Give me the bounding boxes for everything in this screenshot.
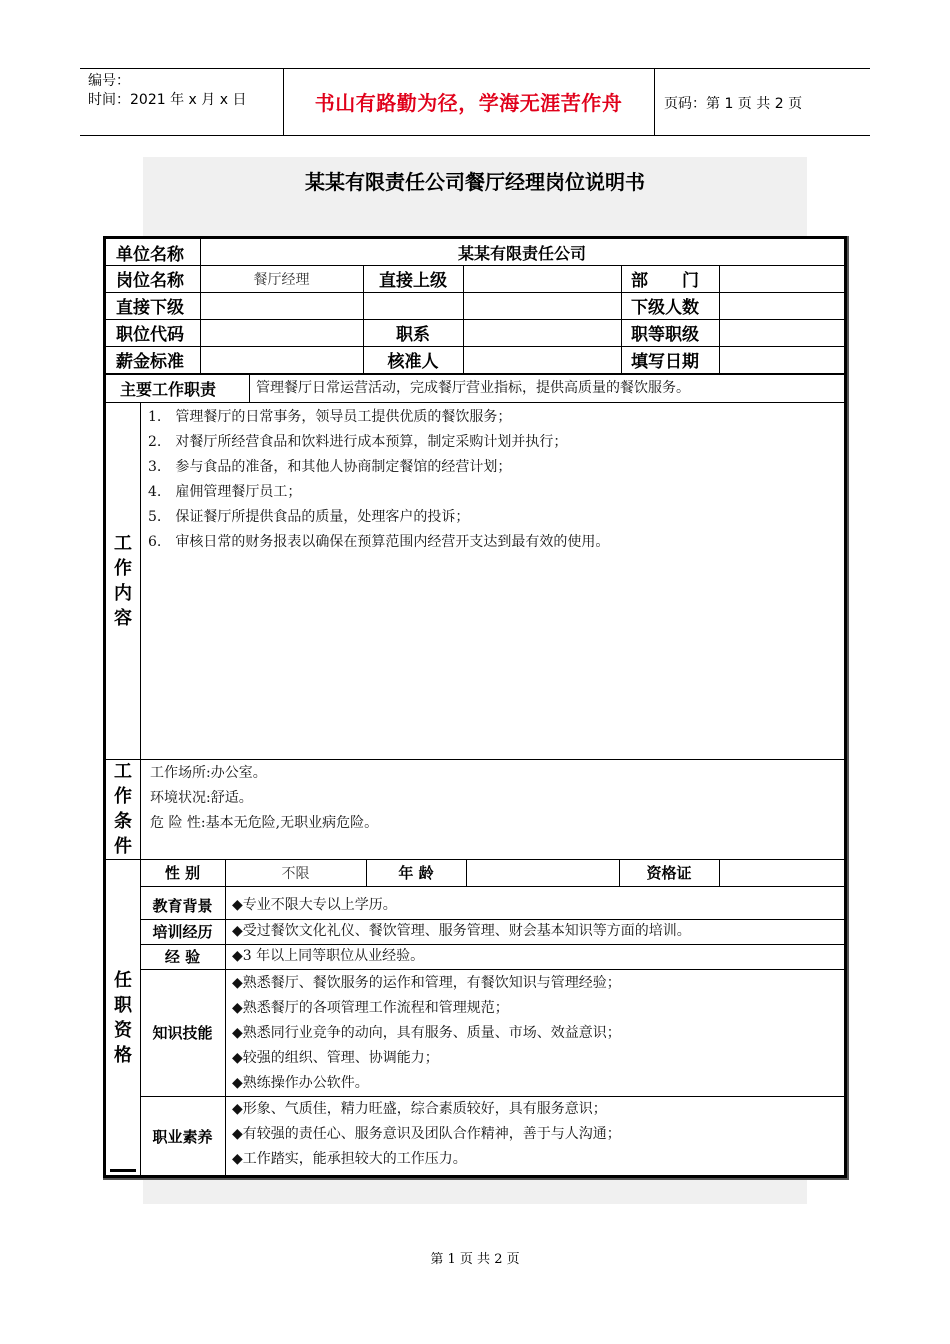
work-conditions-list — [150, 761, 378, 836]
knowledge-item: ◆熟悉同行业竞争的动向，具有服务、质量、市场、效益意识； — [232, 1025, 621, 1041]
form-shadow — [103, 1178, 849, 1180]
quality-item: ◆工作踏实，能承担较大的工作压力。 — [232, 1151, 467, 1167]
fill-date-label: 填写日期 — [631, 352, 699, 372]
work-content-label: 工作内容 — [114, 532, 132, 629]
knowledge-item: ◆熟练操作办公软件。 — [232, 1075, 369, 1091]
salary-standard-label: 薪金标准 — [116, 352, 184, 372]
approver-label: 核准人 — [387, 352, 439, 372]
form-shadow — [847, 236, 849, 1180]
doc-date: 时间：2021 年 x 月 x 日 — [88, 92, 247, 108]
grade-label: 职等职级 — [631, 325, 699, 345]
job-series-label: 职系 — [396, 325, 430, 345]
header-bottom-rule — [80, 135, 870, 136]
department-value[interactable] — [719, 265, 844, 292]
knowledge-label: 知识技能 — [152, 1024, 213, 1042]
direct-superior-label: 直接上级 — [379, 271, 447, 291]
main-duty-text: 管理餐厅日常运营活动，完成餐厅营业指标，提供高质量的餐饮服务。 — [256, 380, 690, 396]
work-condition-item: 工作场所:办公室。 — [150, 765, 267, 781]
experience-value: ◆3 年以上同等职位从业经验。 — [232, 948, 425, 964]
work-content-item: 2. 对餐厅所经营食品和饮料进行成本预算，制定采购计划并执行； — [148, 434, 568, 450]
qualifications-label-cell — [106, 859, 140, 1176]
unit-name-value: 某某有限责任公司 — [457, 243, 586, 263]
work-condition-item: 危 险 性:基本无危险,无职业病危险。 — [150, 815, 379, 831]
knowledge-item: ◆较强的组织、管理、协调能力； — [232, 1050, 439, 1066]
main-duty-label: 主要工作职责 — [120, 380, 217, 399]
header-motto: 书山有路勤为径，学海无涯苦作舟 — [314, 91, 623, 115]
direct-superior-value[interactable] — [463, 265, 621, 292]
department-label: 部 门 — [631, 271, 699, 291]
professional-quality-label: 职业素养 — [152, 1127, 213, 1146]
work-content-item: 3. 参与食品的准备，和其他人协商制定餐馆的经营计划； — [148, 459, 512, 475]
certificate-label: 资格证 — [646, 864, 692, 882]
work-content-label-cell — [106, 402, 140, 759]
experience-label: 经 验 — [164, 948, 201, 966]
quality-item: ◆形象、气质佳，精力旺盛，综合素质较好，具有服务意识； — [232, 1101, 607, 1117]
page-indicator: 页码：第 1 页 共 2 页 — [664, 96, 803, 112]
work-content-list — [148, 405, 609, 555]
post-name-label: 岗位名称 — [116, 271, 184, 291]
position-code-label: 职位代码 — [116, 325, 184, 345]
qualifications-label: 任职资格 — [114, 969, 132, 1066]
unit-name-label: 单位名称 — [116, 244, 184, 265]
training-value: ◆受过餐饮文化礼仪、餐饮管理、服务管理、财会基本知识等方面的培训。 — [232, 923, 691, 939]
quality-item: ◆有较强的责任心、服务意识及团队合作精神，善于与人沟通； — [232, 1126, 621, 1142]
subordinate-count-label: 下级人数 — [631, 298, 699, 318]
age-value[interactable] — [466, 859, 619, 886]
work-content-item: 1. 管理餐厅的日常事务，领导员工提供优质的餐饮服务； — [148, 409, 512, 425]
knowledge-item: ◆熟悉餐厅、餐饮服务的运作和管理，有餐饮知识与管理经验； — [232, 975, 621, 991]
certificate-value[interactable] — [719, 859, 844, 886]
work-conditions-label-cell — [106, 759, 140, 859]
professional-quality-list — [232, 1097, 621, 1172]
gender-value: 不限 — [281, 865, 310, 882]
doc-number: 编号： — [88, 73, 130, 89]
work-conditions-label: 工作条件 — [114, 761, 132, 857]
post-name-value: 餐厅经理 — [253, 271, 310, 288]
direct-subordinate-label: 直接下级 — [116, 298, 184, 318]
work-content-item: 4. 雇佣管理餐厅员工； — [148, 484, 302, 500]
page-footer: 第 1 页 共 2 页 — [430, 1252, 520, 1267]
education-label: 教育背景 — [152, 896, 213, 915]
document-title: 某某有限责任公司餐厅经理岗位说明书 — [305, 170, 645, 194]
gender-label: 性 别 — [164, 864, 201, 882]
education-value: ◆专业不限大专以上学历。 — [232, 896, 397, 913]
job-description-form — [103, 236, 847, 1178]
training-label: 培训经历 — [152, 923, 213, 941]
knowledge-list — [232, 971, 621, 1096]
work-content-item: 6. 审核日常的财务报表以确保在预算范围内经营开支达到最有效的使用。 — [148, 534, 610, 550]
work-condition-item: 环境状况:舒适。 — [150, 790, 253, 806]
work-content-item: 5. 保证餐厅所提供食品的质量，处理客户的投诉； — [148, 509, 470, 525]
header-divider — [654, 68, 655, 135]
knowledge-item: ◆熟悉餐厅的各项管理工作流程和管理规范； — [232, 1000, 509, 1016]
age-label: 年 龄 — [398, 864, 434, 882]
